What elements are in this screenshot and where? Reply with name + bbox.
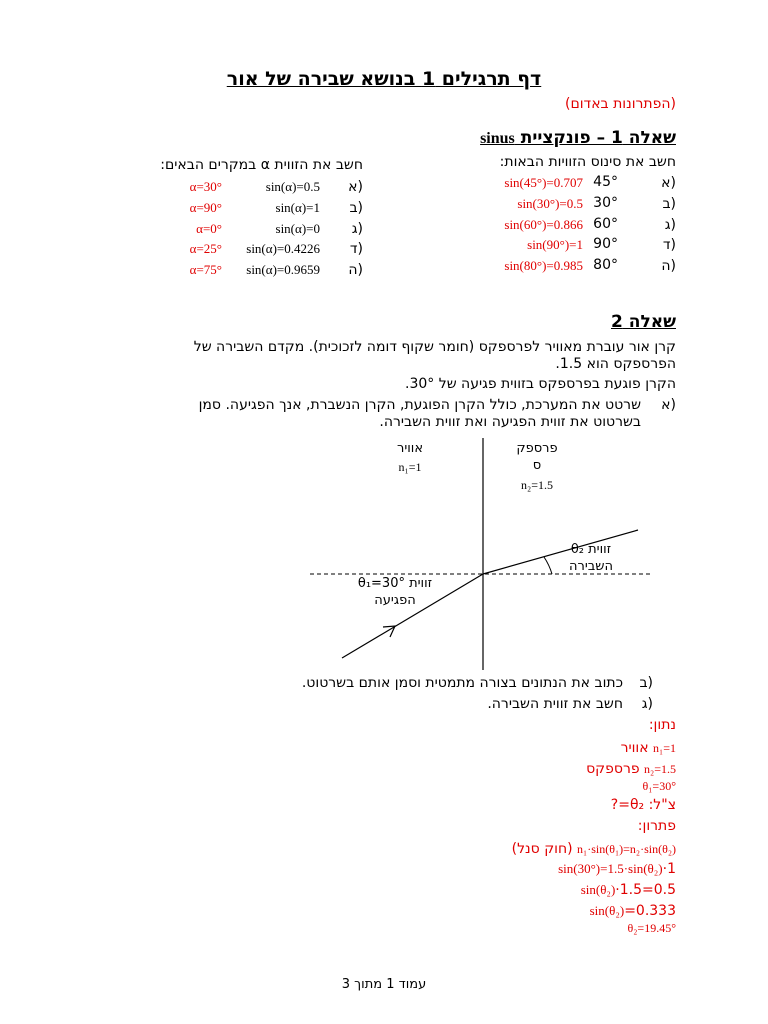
list-item-answer: sin(45°)=0.707: [504, 175, 583, 190]
solution-step-3: [581, 879, 676, 898]
list-item-letter: ג): [664, 217, 676, 233]
q2-part-a-letter: א): [661, 397, 676, 413]
n2-label: n₂=1.5: [521, 478, 553, 492]
list-item-answer: sin(90°)=1: [527, 237, 583, 252]
q2-paragraph-1-line-2: הפרספקס הוא 1.5.: [555, 356, 676, 372]
list-item-letter: ג): [351, 221, 363, 237]
solution-result: θ₂=19.45°: [627, 921, 676, 935]
list-item-expr: sin(α)=0: [275, 221, 320, 236]
given-n2-medium: פרספקס: [586, 761, 645, 777]
snell-law-equation: n₁·sin(θ₁)=n₂·sin(θ₂): [577, 842, 676, 856]
given-n2-value: n₂=1.5: [644, 762, 676, 776]
refraction-angle-label: θ₂ זווית: [570, 542, 612, 557]
list-item-letter: א): [661, 175, 676, 191]
list-item-angle: 45°: [593, 174, 618, 190]
q2-part-b-text: כתוב את הנתונים בצורה מתמטית וסמן אותם בשרטוט.: [301, 675, 623, 691]
q1-right-intro: חשב את סינוס הזוויות הבאות:: [499, 154, 676, 170]
list-item-expr: sin(α)=0.4226: [246, 241, 320, 256]
list-item-answer: sin(60°)=0.866: [504, 217, 583, 232]
solution-step-3-expr: sin(θ₂): [580, 882, 616, 897]
q1-left-intro: חשב את הזווית α במקרים הבאים:: [160, 157, 363, 173]
q2-part-c-letter: ג): [641, 696, 653, 712]
list-item-letter: ד): [349, 241, 363, 257]
perspex-label: פרספק: [516, 441, 558, 456]
list-item-angle: 30°: [593, 195, 618, 211]
list-item-letter: ד): [662, 237, 676, 253]
refraction-diagram: [300, 430, 670, 675]
list-item-expr: sin(α)=0.5: [265, 179, 320, 194]
page-title: דף תרגילים 1 בנושא שבירה של אור: [226, 68, 542, 90]
list-item-expr: sin(α)=0.9659: [246, 262, 320, 277]
air-label: אוויר: [396, 441, 424, 456]
list-item-answer: α=30°: [189, 179, 222, 194]
snell-law-name: (חוק סנל): [511, 841, 578, 857]
refraction-angle-label-line-2: השבירה: [569, 559, 613, 574]
given-n1-medium: אוויר: [620, 740, 654, 756]
solutions-note: (הפתרונות באדום): [564, 96, 676, 112]
incidence-angle-label: θ₁=30° זווית: [357, 576, 433, 591]
given-label: נתון:: [648, 717, 676, 733]
solution-step-2-suffix: ·1: [662, 861, 676, 877]
q2-part-a-line-2: בשרטוט את זווית הפגיעה ואת זווית השבירה.: [379, 414, 641, 430]
q2-paragraph-1-line-1: קרן אור עוברת מאוויר לפרספקס (חומר שקוף דומה לזכוכית). מקדם השבירה של: [193, 339, 676, 355]
q2-part-c-text: חשב את זווית השבירה.: [487, 696, 623, 712]
page-footer: עמוד 1 מתוך 3: [341, 977, 427, 992]
list-item-answer: sin(30°)=0.5: [517, 196, 583, 211]
list-item-angle: 60°: [593, 216, 618, 232]
list-item-letter: א): [348, 179, 363, 195]
solution-step-4-suffix: =0.333: [624, 903, 676, 919]
refraction-angle-arc: [544, 557, 552, 574]
list-item-answer: α=90°: [189, 200, 222, 215]
list-item-answer: α=25°: [189, 241, 222, 256]
snell-law-line: [512, 838, 676, 857]
q2-part-b-letter: ב): [639, 675, 653, 691]
list-item-expr: sin(α)=1: [275, 200, 320, 215]
solution-step-2: [558, 858, 676, 877]
given-n1-value: n₁=1: [653, 741, 676, 755]
list-item-letter: ה): [348, 262, 363, 278]
list-item-letter: ב): [349, 200, 363, 216]
n1-label: n₁=1: [398, 460, 422, 474]
given-n2: [586, 758, 676, 777]
solution-step-3-suffix: ·1.5=0.5: [615, 882, 676, 898]
question-2-heading: שאלה 2: [611, 312, 676, 332]
question-1-heading-sinus: sinus: [480, 130, 515, 147]
incidence-angle-label-line-2: הפגיעה: [374, 593, 416, 608]
perspex-label-continued: ס: [532, 458, 542, 473]
refracted-ray: [483, 530, 638, 574]
list-item-letter: ה): [661, 258, 676, 274]
q2-part-a-line-1: שרטט את המערכת, כולל הקרן הפוגעת, הקרן הנשברת, אנך הפגיעה. סמן: [198, 397, 641, 413]
given-n1: [621, 737, 676, 756]
list-item-answer: α=0°: [196, 221, 222, 236]
q2-paragraph-2: הקרן פוגעת בפרספקס בזווית פגיעה של 30°.: [405, 376, 676, 392]
find-statement: צ"ל: θ₂=?: [610, 797, 676, 813]
question-1-heading: [480, 128, 676, 148]
list-item-letter: ב): [662, 196, 676, 212]
solution-step-4: [590, 900, 676, 919]
given-theta1: θ₁=30°: [642, 779, 676, 793]
list-item-angle: 80°: [593, 257, 618, 273]
list-item-answer: sin(80°)=0.985: [504, 258, 583, 273]
list-item-angle: 90°: [593, 236, 618, 252]
solution-step-4-expr: sin(θ₂): [589, 903, 625, 918]
solution-step-2-expr: sin(30°)=1.5·sin(θ₂): [558, 861, 663, 876]
solution-label: פתרון:: [637, 818, 676, 834]
list-item-answer: α=75°: [189, 262, 222, 277]
question-1-heading-text: שאלה 1 – פונקציית: [514, 128, 676, 148]
